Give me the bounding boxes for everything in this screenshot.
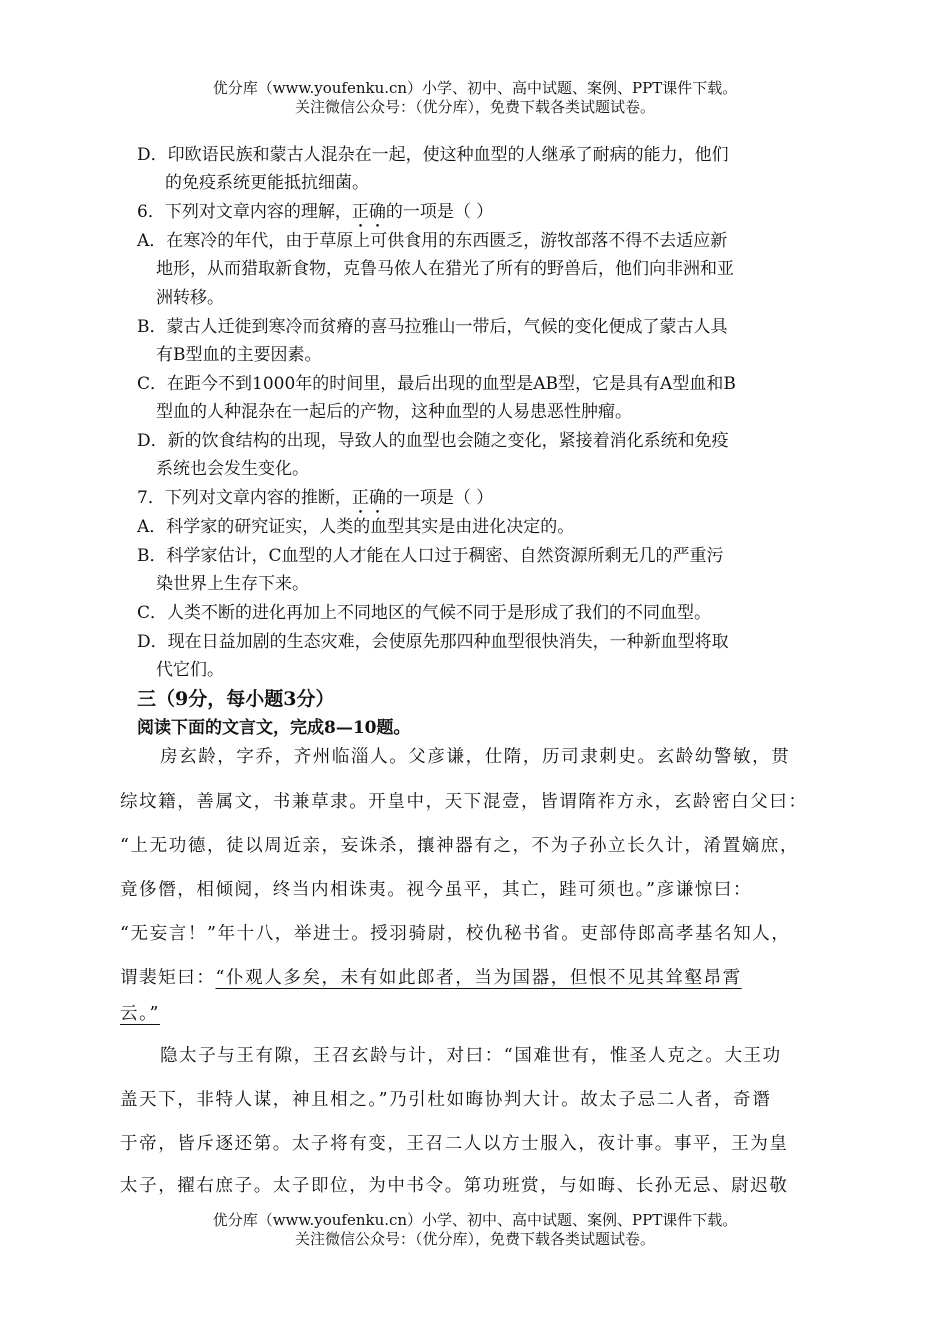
passage-line-11: 太子，擢右庶子。太子即位，为中书令。第功班赏，与如晦、长孙无忌、尉迟敬 bbox=[120, 1176, 789, 1196]
q7-option-b-line-1: B．科学家估计，C血型的人才能在人口过于稠密、自然资源所剩无几的严重污 bbox=[137, 546, 724, 566]
footer-line-2: 关注微信公众号：（优分库），免费下载各类试题试卷。 bbox=[294, 1230, 655, 1248]
q7-stem-before: 7．下列对文章内容的推断， bbox=[137, 488, 352, 508]
translation-sentence-underlined-end: 云。” bbox=[120, 1004, 160, 1024]
q6-option-b-line-2: 有B型血的主要因素。 bbox=[156, 345, 322, 365]
q7-option-a-line-1: A．科学家的研究证实，人类的血型其实是由进化决定的。 bbox=[137, 517, 575, 537]
q6-option-c-line-2: 型血的人种混杂在一起后的产物，这种血型的人易患恶性肿瘤。 bbox=[156, 402, 632, 422]
q6-stem-before: 6．下列对文章内容的理解， bbox=[137, 202, 352, 222]
q6-stem bbox=[137, 201, 493, 232]
passage-line-4: 竟侈僭，相倾阋，终当内相诛夷。视今虽平，其亡，跬可须也。”彦谦惊曰： bbox=[120, 880, 753, 900]
header-line-1: 优分库（www.youfenku.cn）小学、初中、高中试题、案例、PPT课件下载。 bbox=[212, 79, 738, 97]
passage-line-2: 综坟籍，善属文，书兼草隶。开皇中，天下混壹，皆谓隋祚方永，玄龄密白父曰： bbox=[120, 792, 808, 812]
passage-line-9: 盖天下，非特人谋，神且相之。”乃引杜如晦协判大计。故太子忌二人者，奇谮 bbox=[120, 1090, 772, 1110]
q7-option-d-line-2: 代它们。 bbox=[156, 660, 224, 680]
q6-option-c-line-1: C．在距今不到1000年的时间里，最后出现的血型是AB型，它是具有A型血和B bbox=[137, 374, 736, 394]
q6-option-a-line-1: A．在寒冷的年代，由于草原上可供食用的东西匮乏，游牧部落不得不去适应新 bbox=[137, 231, 728, 251]
header-line-2: 关注微信公众号：（优分库），免费下载各类试题试卷。 bbox=[294, 98, 655, 116]
section-3-title: 三（9分，每小题3分） bbox=[137, 688, 335, 710]
q6-option-d-line-1: D．新的饮食结构的出现，导致人的血型也会随之变化，紧接着消化系统和免疫 bbox=[137, 431, 729, 451]
translation-sentence-underlined: “仆观人多矣，未有如此郎者，当为国器，但恨不见其耸壑昂霄 bbox=[215, 968, 742, 988]
passage-line-10: 于帝，皆斥逐还第。太子将有变，王召二人以方士服入，夜计事。事平，王为皇 bbox=[120, 1134, 789, 1154]
passage-line-6 bbox=[120, 967, 742, 989]
q7-option-c-line-1: C．人类不断的进化再加上不同地区的气候不同于是形成了我们的不同血型。 bbox=[137, 603, 712, 623]
page-footer bbox=[0, 1211, 950, 1249]
q7-stem-emphasis: 正确 bbox=[351, 488, 386, 508]
q7-stem bbox=[137, 487, 493, 518]
q6-option-b-line-1: B．蒙古人迁徙到寒冷而贫瘠的喜马拉雅山一带后，气候的变化便成了蒙古人具 bbox=[137, 317, 728, 337]
page-header bbox=[0, 79, 950, 117]
passage-line-1: 房玄龄，字乔，齐州临淄人。父彦谦，仕隋，历司隶刺史。玄龄幼警敏，贯 bbox=[160, 747, 791, 767]
section-3-instruction: 阅读下面的文言文，完成8—10题。 bbox=[137, 718, 411, 738]
q6-option-d-line-2: 系统也会发生变化。 bbox=[156, 459, 309, 479]
q7-stem-after: 的一项是（ ） bbox=[385, 488, 494, 508]
passage-line-8: 隐太子与王有隙，王召玄龄与计，对曰：“国难世有，惟圣人克之。大王功 bbox=[160, 1046, 782, 1066]
q5-option-d-line-2: 的免疫系统更能抵抗细菌。 bbox=[165, 173, 369, 193]
passage-line-6-plain: 谓裴矩曰： bbox=[120, 968, 216, 988]
passage-line-3: “上无功德，徒以周近亲，妄诛杀，攘神器有之，不为子孙立长久计，淆置嫡庶， bbox=[120, 836, 800, 856]
q6-option-a-line-2: 地形，从而猎取新食物，克鲁马侬人在猎光了所有的野兽后，他们向非洲和亚 bbox=[156, 259, 734, 279]
q6-stem-after: 的一项是（ ） bbox=[385, 202, 494, 222]
passage-line-5: “无妄言！”年十八，举进士。授羽骑尉，校仇秘书省。吏部侍郎高孝基名知人， bbox=[120, 924, 791, 944]
passage-line-7 bbox=[120, 1003, 160, 1025]
q6-option-a-line-3: 洲转移。 bbox=[156, 288, 224, 308]
q5-option-d-line-1: D．印欧语民族和蒙古人混杂在一起，使这种血型的人继承了耐病的能力，他们 bbox=[137, 145, 729, 165]
q7-option-b-line-2: 染世界上生存下来。 bbox=[156, 574, 309, 594]
footer-line-1: 优分库（www.youfenku.cn）小学、初中、高中试题、案例、PPT课件下载。 bbox=[212, 1211, 738, 1229]
q7-option-d-line-1: D．现在日益加剧的生态灾难，会使原先那四种血型很快消失，一种新血型将取 bbox=[137, 632, 729, 652]
q6-stem-emphasis: 正确 bbox=[351, 202, 386, 222]
